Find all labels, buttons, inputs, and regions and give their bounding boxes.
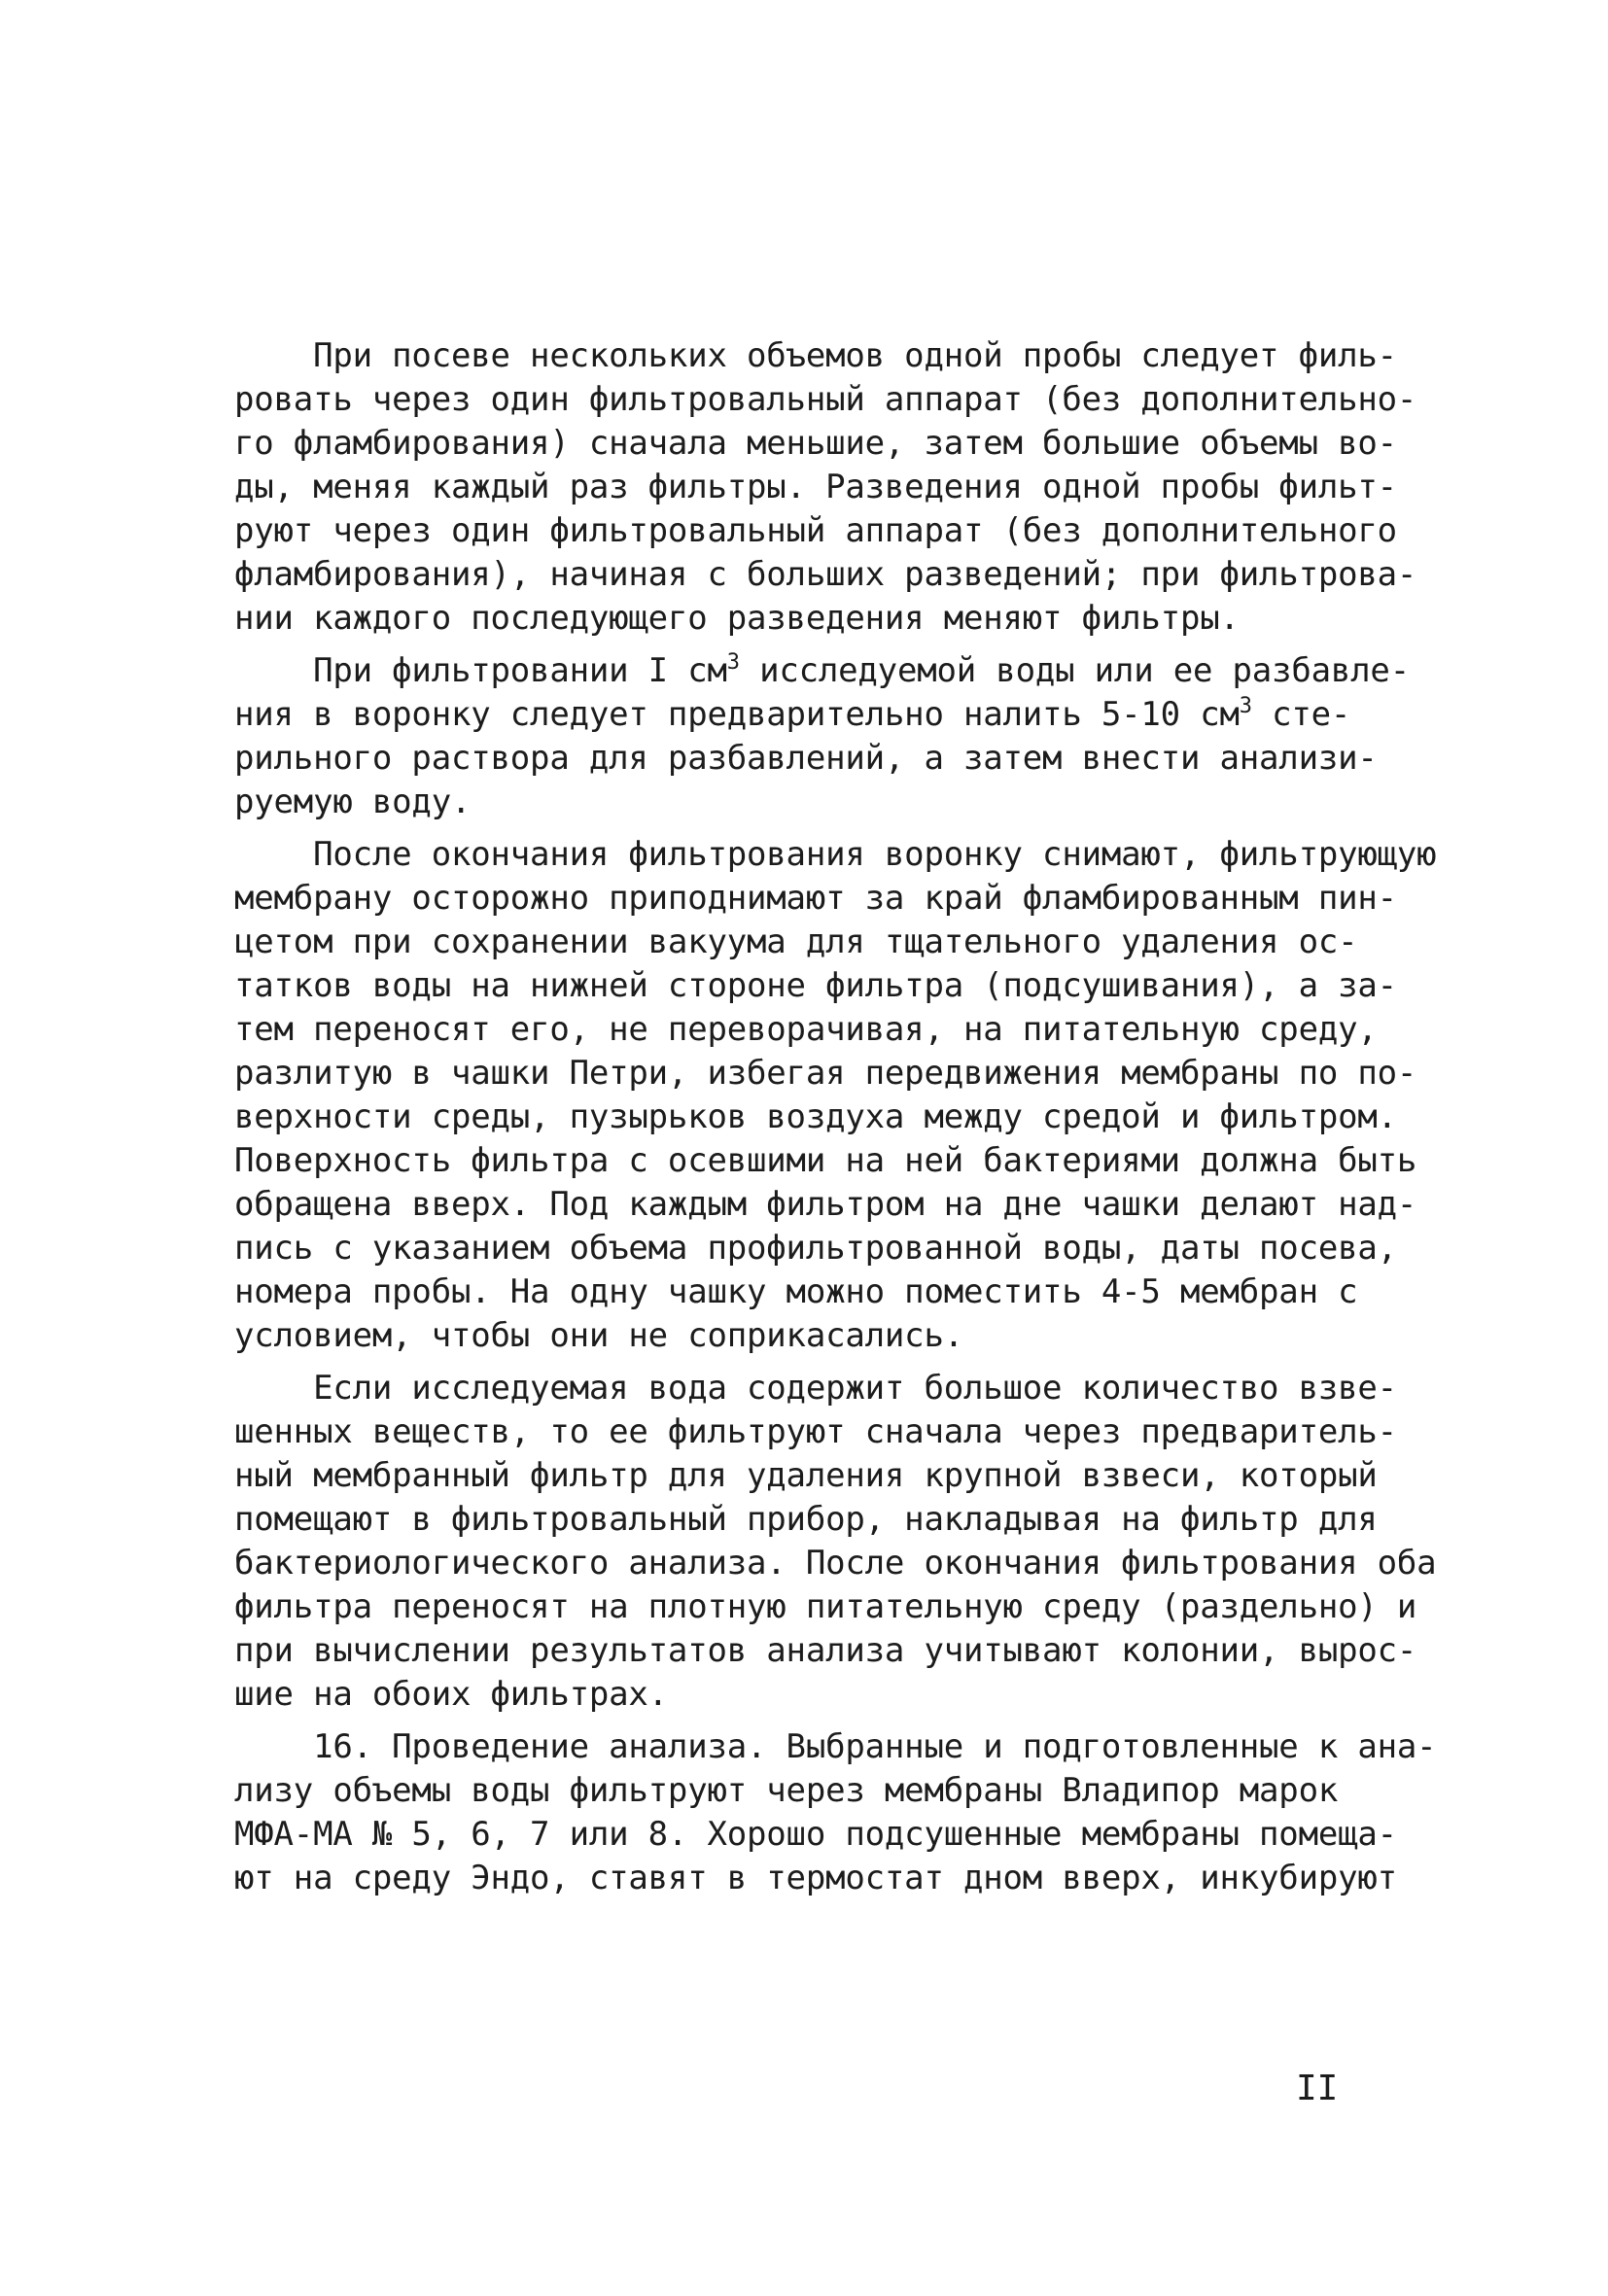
text-line: разлитую в чашки Петри, избегая передвижения мембраны по по- — [234, 1054, 1417, 1093]
text-line: руемую воду. — [234, 783, 472, 821]
text-line: при вычислении результатов анализа учитывают колонии, вырос- — [234, 1631, 1417, 1670]
superscript: 3 — [1239, 694, 1252, 718]
text-line: верхности среды, пузырьков воздуха между средой и фильтром. — [234, 1097, 1397, 1136]
text-line — [234, 693, 1391, 737]
text-line: ный мембранный фильтр для удаления крупной взвеси, который — [234, 1456, 1378, 1495]
text-line: лизу объемы воды фильтруют через мембраны Владипор марок — [234, 1771, 1339, 1810]
text-line: шие на обоих фильтрах. — [234, 1675, 668, 1714]
paragraph-gap — [234, 824, 1391, 833]
text-line: МФА-МА № 5, 6, 7 или 8. Хорошо подсушенные мембраны помеща- — [234, 1815, 1397, 1854]
text-line: Поверхность фильтра с осевшими на ней бактериями должна быть — [234, 1141, 1417, 1180]
text-line: тем переносят его, не переворачивая, на питательную среду, — [234, 1010, 1378, 1049]
text-line: мембрану осторожно приподнимают за край фламбированным пин- — [234, 879, 1397, 918]
text-line: татков воды на нижней стороне фильтра (подсушивания), а за- — [234, 966, 1397, 1005]
text-line: ют на среду Эндо, ставят в термостат дном вверх, инкубируют — [234, 1859, 1397, 1897]
text-line: При посеве нескольких объемов одной пробы следует филь- — [234, 336, 1397, 375]
text-segment: сте- — [1251, 695, 1351, 734]
text-line: бактериологического анализа. После окончания фильтрования оба — [234, 1544, 1437, 1583]
paragraph-gap — [234, 641, 1391, 649]
text-line: нии каждого последующего разведения меняют фильтры. — [234, 599, 1240, 638]
text-line: рильного раствора для разбавлений, а затем внести анализи- — [234, 739, 1378, 778]
text-line: Если исследуемая вода содержит большое количество взве- — [234, 1369, 1397, 1408]
text-line: фильтра переносят на плотную питательную среду (раздельно) и — [234, 1587, 1417, 1626]
text-line: номера пробы. На одну чашку можно поместить 4-5 мембран с — [234, 1272, 1358, 1311]
page-number: II — [1296, 2069, 1339, 2108]
superscript: 3 — [726, 650, 740, 675]
text-line: шенных веществ, то ее фильтруют сначала через предваритель- — [234, 1412, 1397, 1451]
text-line: помещают в фильтровальный прибор, накладывая на фильтр для — [234, 1500, 1378, 1539]
text-line: руют через один фильтровальный аппарат (без дополнительного — [234, 511, 1397, 550]
text-line: цетом при сохранении вакуума для тщательного удаления ос- — [234, 922, 1358, 961]
paragraph-gap — [234, 1358, 1391, 1367]
text-line: го фламбирования) сначала меньшие, затем большие объемы во- — [234, 424, 1397, 463]
text-line: пись с указанием объема профильтрованной воды, даты посева, — [234, 1229, 1397, 1268]
text-line — [234, 649, 1410, 693]
paragraph-gap — [234, 1717, 1391, 1725]
body-text — [234, 334, 1437, 1900]
text-line: После окончания фильтрования воронку снимают, фильтрующую — [234, 835, 1437, 874]
text-line: обращена вверх. Под каждым фильтром на дне чашки делают над- — [234, 1185, 1417, 1224]
text-line: ды, меняя каждый раз фильтры. Разведения одной пробы фильт- — [234, 468, 1397, 506]
text-segment: исследуемой воды или ее разбавле- — [739, 651, 1410, 690]
text-segment: При фильтровании I см — [234, 651, 727, 690]
text-line: условием, чтобы они не соприкасались. — [234, 1316, 963, 1355]
text-segment: ния в воронку следует предварительно налить 5-10 см — [234, 695, 1240, 734]
text-line: фламбирования), начиная с больших разведений; при фильтрова- — [234, 555, 1417, 594]
text-line: 16. Проведение анализа. Выбранные и подготовленные к ана- — [234, 1727, 1437, 1766]
text-line: ровать через один фильтровальный аппарат (без дополнительно- — [234, 380, 1417, 419]
